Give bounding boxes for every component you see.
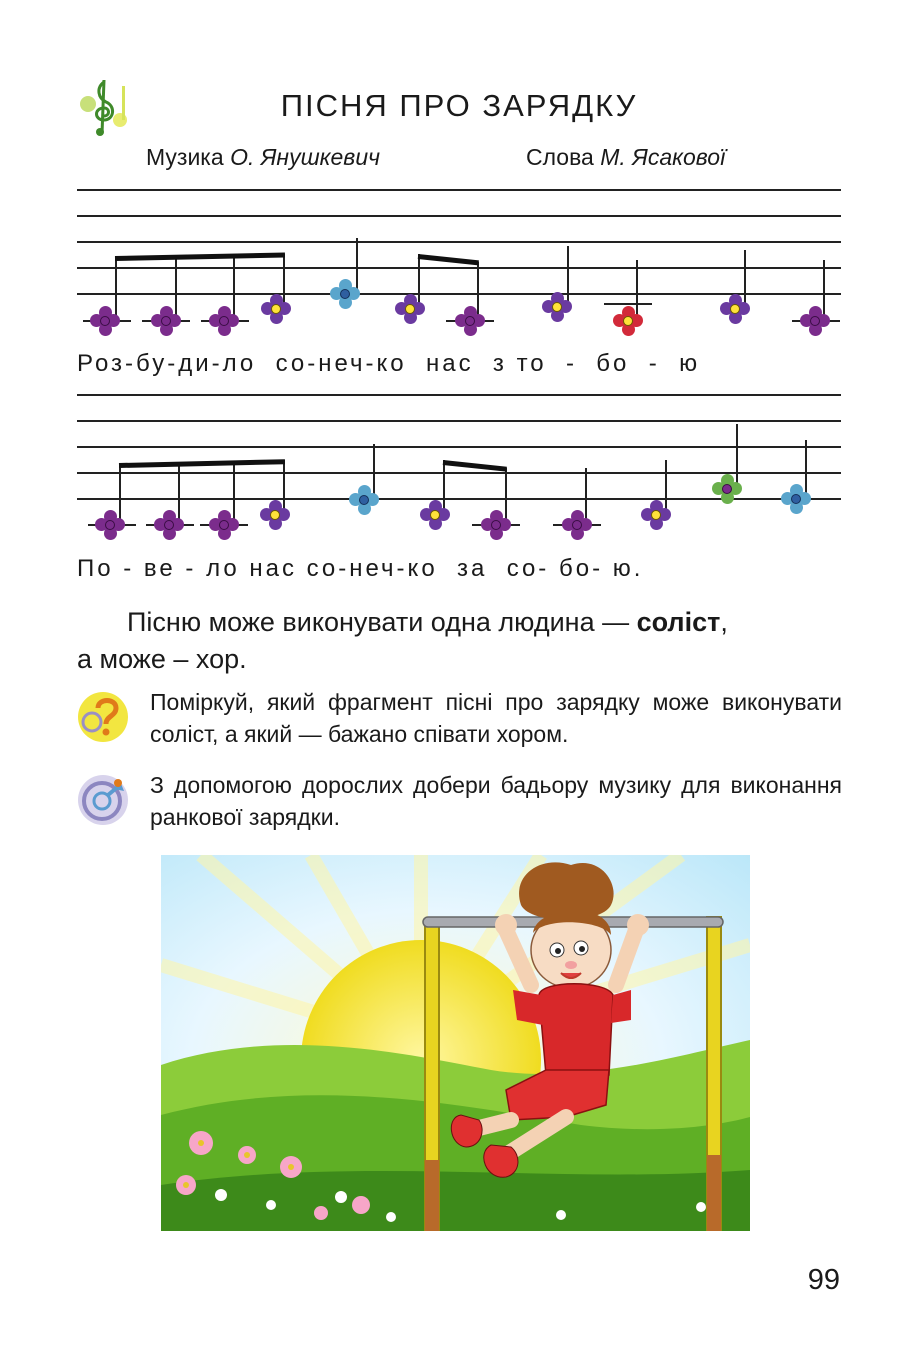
note-flower (641, 500, 671, 530)
note-flower (90, 306, 120, 336)
music-label: Музика (146, 144, 224, 170)
note-flower (209, 306, 239, 336)
note-flower (260, 500, 290, 530)
note-flower (481, 510, 511, 540)
note-flower (562, 510, 592, 540)
activity-icon (78, 775, 128, 825)
note-flower (395, 294, 425, 324)
note-flower (455, 306, 485, 336)
note-flower (261, 294, 291, 324)
music-credit (146, 144, 380, 171)
note-flower (542, 292, 572, 322)
lyrics-line-2: По - ве - ло нас со-неч-ко за со- бо- ю. (77, 555, 644, 582)
note-flower (712, 474, 742, 504)
intro-line-2: а може – хор. (77, 644, 247, 674)
note-flower (209, 510, 239, 540)
question-icon (78, 692, 128, 742)
task-1-text: Поміркуй, який фрагмент пісні про зарядку може виконувати соліст, а який — бажано співати хором. (150, 689, 842, 747)
words-credit (526, 144, 725, 171)
note-flower (95, 510, 125, 540)
song-title: ПІСНЯ ПРО ЗАРЯДКУ (280, 88, 638, 123)
note-flower (151, 306, 181, 336)
lyrics-line-1: Роз-бу-ди-ло со-неч-ко нас з то - бо - ю (77, 350, 701, 377)
boy-on-horizontal-bar-illustration (161, 855, 750, 1231)
intro-text: Пісню може виконувати одна людина — (127, 607, 637, 637)
page-number: 99 (807, 1264, 840, 1296)
note-flower (800, 306, 830, 336)
note-flower (349, 485, 379, 515)
intro-bold-word: соліст (636, 607, 721, 637)
intro-line-1 (127, 603, 728, 641)
words-label: Слова (526, 144, 594, 170)
note-flower (420, 500, 450, 530)
note-flower (613, 306, 643, 336)
intro-punct: , (720, 607, 728, 637)
words-author: М. Ясакової (600, 144, 726, 170)
note-flower (781, 484, 811, 514)
task-2-text: З допомогою дорослих добери бадьору музику для виконання ранкової зарядки. (150, 772, 842, 830)
note-flower (330, 279, 360, 309)
note-flower (720, 294, 750, 324)
music-author: О. Янушкевич (230, 144, 381, 170)
note-flower (154, 510, 184, 540)
